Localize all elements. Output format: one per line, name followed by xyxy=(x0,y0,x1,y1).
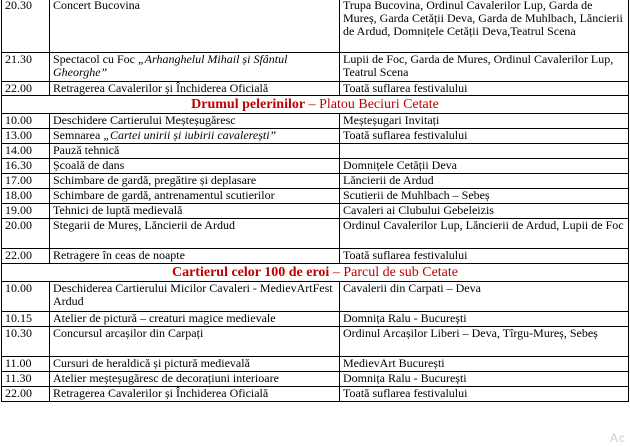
table-row xyxy=(2,282,629,312)
schedule-table xyxy=(1,0,629,402)
event-title-italic: „Cartei unirii și iubirii cavalerești” xyxy=(103,128,277,142)
performers-cell xyxy=(340,144,629,159)
section-header xyxy=(2,96,629,114)
time-cell: 10.30 xyxy=(2,327,50,357)
event-cell: Schimbare de gardă, pregătire și deplasare xyxy=(50,174,340,189)
time-cell: 22.00 xyxy=(2,249,50,264)
table-row xyxy=(2,174,629,189)
event-cell xyxy=(50,53,340,82)
section-header xyxy=(2,264,629,282)
table-row xyxy=(2,372,629,387)
performers-cell: Domnițele Cetății Deva xyxy=(340,159,629,174)
time-cell: 10.00 xyxy=(2,282,50,312)
event-text: Semnarea xyxy=(53,128,104,142)
performers-cell: Scutierii de Muhlbach – Sebeș xyxy=(340,189,629,204)
time-cell: 10.00 xyxy=(2,114,50,129)
time-cell: 16.30 xyxy=(2,159,50,174)
table-row xyxy=(2,204,629,219)
section-title: Drumul pelerinilor xyxy=(191,97,306,112)
event-cell: Concert Bucovina xyxy=(50,0,340,53)
time-cell: 11.00 xyxy=(2,357,50,372)
watermark-text: Ac xyxy=(609,431,626,445)
section-location: Parcul de sub Cetate xyxy=(343,265,458,280)
table-row xyxy=(2,53,629,82)
table-row xyxy=(2,0,629,53)
event-cell: Cursuri de heraldică și pictură medievală xyxy=(50,357,340,372)
event-cell: Retragere în ceas de noapte xyxy=(50,249,340,264)
time-cell: 20.00 xyxy=(2,219,50,249)
table-row xyxy=(2,144,629,159)
performers-cell: Toată suflarea festivalului xyxy=(340,249,629,264)
section-header-row xyxy=(2,96,629,114)
time-cell: 19.00 xyxy=(2,204,50,219)
event-cell: Schimbare de gardă, antrenamentul scutierilor xyxy=(50,189,340,204)
event-cell xyxy=(50,129,340,144)
table-row xyxy=(2,357,629,372)
section-location: Platou Beciuri Cetate xyxy=(319,97,439,112)
section-header-row xyxy=(2,264,629,282)
time-cell: 18.00 xyxy=(2,189,50,204)
performers-cell: Meșteșugari Invitați xyxy=(340,114,629,129)
event-title-italic: „Arhanghelul Mihail și Sfântul Gheorghe” xyxy=(53,52,288,79)
section-dash: – xyxy=(329,265,344,280)
event-text: Spectacol cu Foc xyxy=(53,52,138,66)
performers-cell: MedievArt București xyxy=(340,357,629,372)
time-cell: 22.00 xyxy=(2,387,50,402)
event-cell: Pauză tehnică xyxy=(50,144,340,159)
event-cell: Școală de dans xyxy=(50,159,340,174)
event-cell: Stegarii de Mureș, Lăncierii de Ardud xyxy=(50,219,340,249)
performers-cell: Domnița Ralu - București xyxy=(340,372,629,387)
performers-cell: Toată suflarea festivalului xyxy=(340,129,629,144)
section-dash: – xyxy=(305,97,320,112)
event-cell: Deschiderea Cartierului Micilor Cavaleri - MedievArtFest Ardud xyxy=(50,282,340,312)
event-cell: Retragerea Cavalerilor și Închiderea Oficială xyxy=(50,82,340,96)
table-row xyxy=(2,129,629,144)
table-row xyxy=(2,189,629,204)
performers-cell: Trupa Bucovina, Ordinul Cavalerilor Lup, Garda de Mureș, Garda Cetății Deva, Garda de Muhlbach, Lăncierii de Ardud, Domnițele Cetății Deva,Teatrul Scena xyxy=(340,0,629,53)
performers-cell: Toată suflarea festivalului xyxy=(340,387,629,402)
performers-cell: Cavalerii din Carpati – Deva xyxy=(340,282,629,312)
table-row xyxy=(2,312,629,327)
performers-cell: Toată suflarea festivalului xyxy=(340,82,629,96)
performers-cell: Ordinul Cavalerilor Lup, Lăncierii de Ardud, Lupii de Foc xyxy=(340,219,629,249)
performers-cell: Domnița Ralu - București xyxy=(340,312,629,327)
event-cell: Tehnici de luptă medievală xyxy=(50,204,340,219)
table-row xyxy=(2,327,629,357)
time-cell: 13.00 xyxy=(2,129,50,144)
schedule-body xyxy=(2,0,629,402)
performers-cell: Lăncierii de Ardud xyxy=(340,174,629,189)
section-title: Cartierul celor 100 de eroi xyxy=(171,265,330,280)
time-cell: 21.30 xyxy=(2,53,50,82)
table-row xyxy=(2,387,629,402)
event-cell: Atelier de pictură – creaturi magice medievale xyxy=(50,312,340,327)
time-cell: 20.30 xyxy=(2,0,50,53)
event-cell: Deschidere Cartierului Meșteșugăresc xyxy=(50,114,340,129)
performers-cell: Cavaleri ai Clubului Gebeleizis xyxy=(340,204,629,219)
performers-cell: Lupii de Foc, Garda de Mures, Ordinul Cavalerilor Lup, Teatrul Scena xyxy=(340,53,629,82)
time-cell: 22.00 xyxy=(2,82,50,96)
event-cell: Retragerea Cavalerilor și Închiderea Oficială xyxy=(50,387,340,402)
table-row xyxy=(2,219,629,249)
event-cell: Atelier meșteșugăresc de decorațiuni interioare xyxy=(50,372,340,387)
event-cell: Concursul arcașilor din Carpați xyxy=(50,327,340,357)
table-row xyxy=(2,82,629,96)
time-cell: 10.15 xyxy=(2,312,50,327)
table-row xyxy=(2,114,629,129)
time-cell: 14.00 xyxy=(2,144,50,159)
time-cell: 17.00 xyxy=(2,174,50,189)
table-row xyxy=(2,249,629,264)
performers-cell: Ordinul Arcașilor Liberi – Deva, Tîrgu-Mureș, Sebeș xyxy=(340,327,629,357)
time-cell: 11.30 xyxy=(2,372,50,387)
table-row xyxy=(2,159,629,174)
